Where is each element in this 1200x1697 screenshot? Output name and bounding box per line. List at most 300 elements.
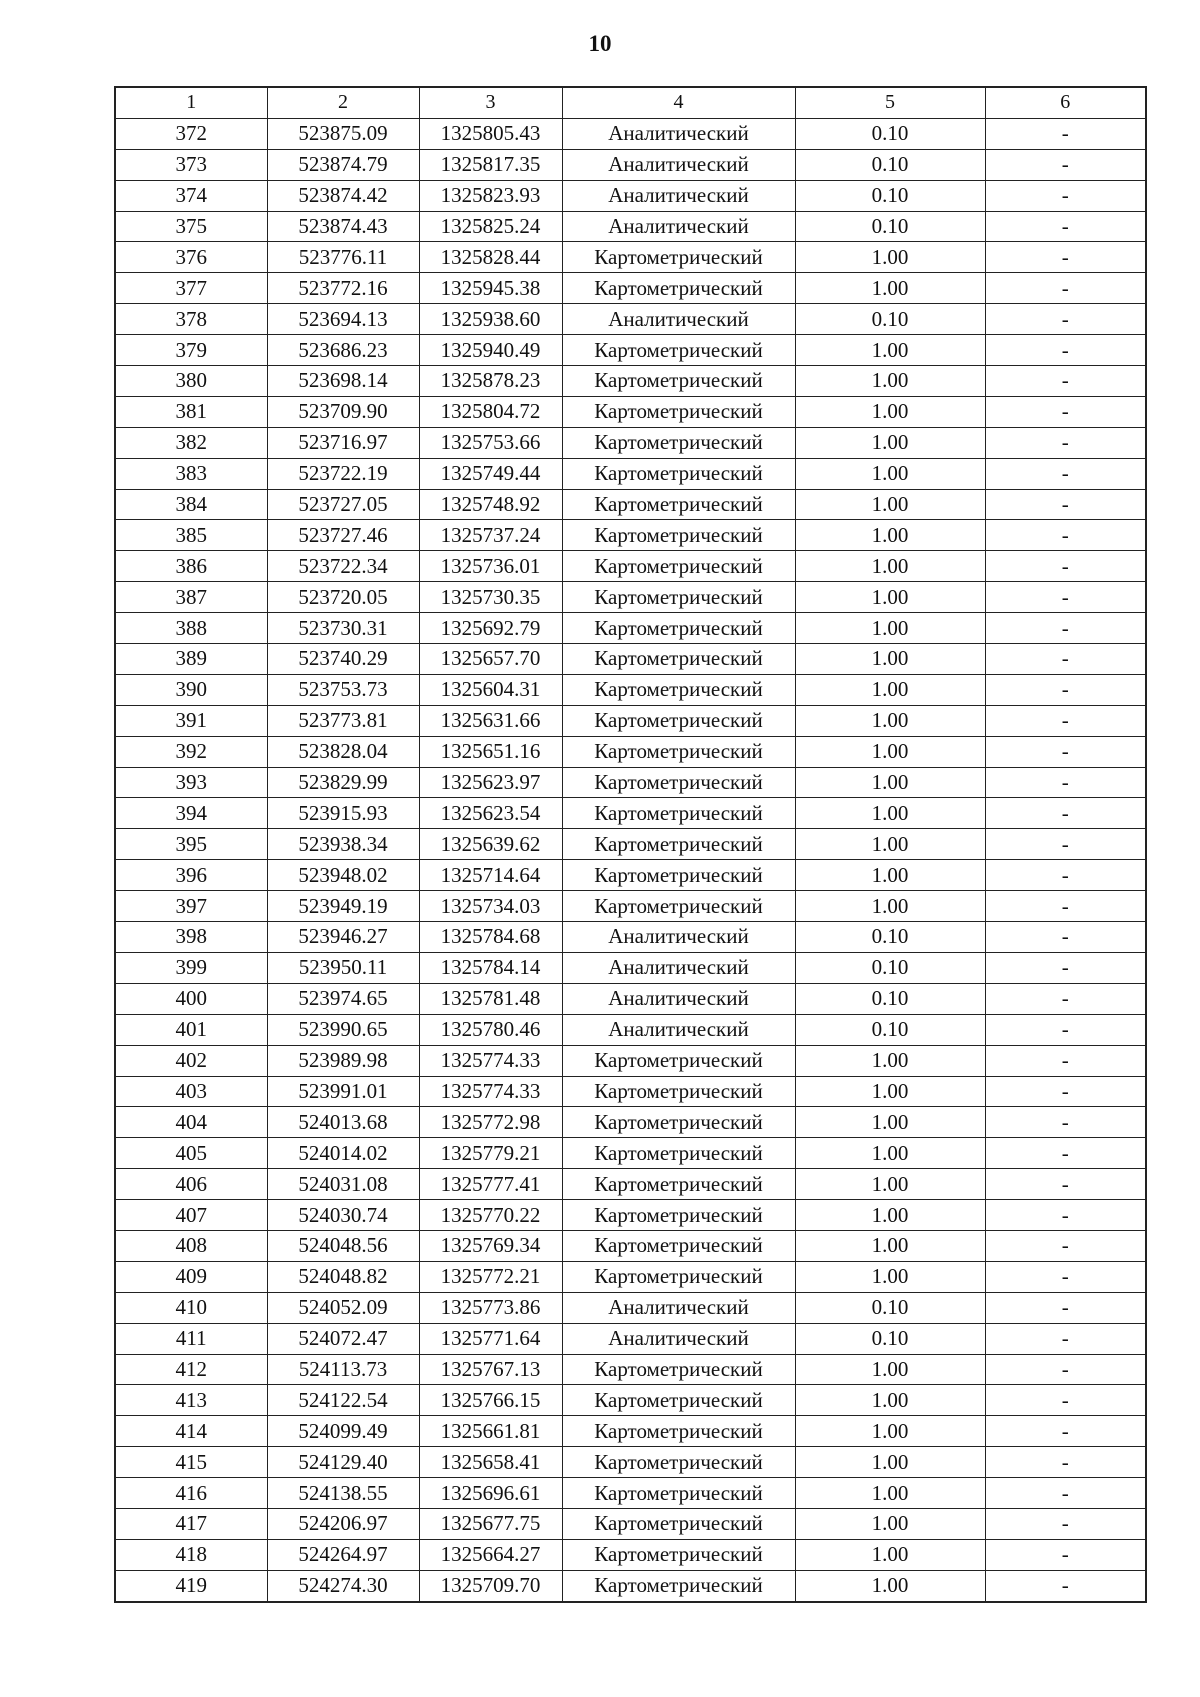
note-cell: -: [985, 427, 1146, 458]
method-cell: Картометрический: [562, 273, 795, 304]
point-number-cell: 415: [115, 1447, 267, 1478]
note-cell: -: [985, 582, 1146, 613]
note-cell: -: [985, 705, 1146, 736]
accuracy-cell: 0.10: [795, 118, 985, 149]
note-cell: -: [985, 952, 1146, 983]
table-body: [115, 118, 1146, 1601]
note-cell: -: [985, 829, 1146, 860]
table-row: [115, 1570, 1146, 1601]
note-cell: -: [985, 1045, 1146, 1076]
y-coordinate-cell: 1325945.38: [419, 273, 562, 304]
y-coordinate-cell: 1325817.35: [419, 149, 562, 180]
table-row: [115, 1045, 1146, 1076]
note-cell: -: [985, 335, 1146, 366]
table-row: [115, 1323, 1146, 1354]
x-coordinate-cell: 524013.68: [267, 1107, 419, 1138]
accuracy-cell: 1.00: [795, 1230, 985, 1261]
point-number-cell: 386: [115, 551, 267, 582]
table-row: [115, 1230, 1146, 1261]
point-number-cell: 393: [115, 767, 267, 798]
accuracy-cell: 0.10: [795, 1014, 985, 1045]
table-row: [115, 1354, 1146, 1385]
point-number-cell: 380: [115, 366, 267, 397]
accuracy-cell: 1.00: [795, 767, 985, 798]
table-row: [115, 1447, 1146, 1478]
point-number-cell: 373: [115, 149, 267, 180]
table-row: [115, 1014, 1146, 1045]
point-number-cell: 381: [115, 396, 267, 427]
point-number-cell: 403: [115, 1076, 267, 1107]
accuracy-cell: 1.00: [795, 860, 985, 891]
column-header: 1: [115, 87, 267, 118]
accuracy-cell: 0.10: [795, 1323, 985, 1354]
method-cell: Картометрический: [562, 1045, 795, 1076]
y-coordinate-cell: 1325770.22: [419, 1200, 562, 1231]
y-coordinate-cell: 1325784.14: [419, 952, 562, 983]
table-row: [115, 736, 1146, 767]
method-cell: Картометрический: [562, 613, 795, 644]
method-cell: Картометрический: [562, 705, 795, 736]
point-number-cell: 374: [115, 180, 267, 211]
y-coordinate-cell: 1325774.33: [419, 1045, 562, 1076]
table-row: [115, 1478, 1146, 1509]
x-coordinate-cell: 523730.31: [267, 613, 419, 644]
y-coordinate-cell: 1325779.21: [419, 1138, 562, 1169]
y-coordinate-cell: 1325709.70: [419, 1570, 562, 1601]
x-coordinate-cell: 523686.23: [267, 335, 419, 366]
method-cell: Картометрический: [562, 335, 795, 366]
note-cell: -: [985, 489, 1146, 520]
x-coordinate-cell: 524030.74: [267, 1200, 419, 1231]
point-number-cell: 392: [115, 736, 267, 767]
accuracy-cell: 1.00: [795, 1508, 985, 1539]
point-number-cell: 387: [115, 582, 267, 613]
table-row: [115, 520, 1146, 551]
method-cell: Аналитический: [562, 149, 795, 180]
x-coordinate-cell: 523874.43: [267, 211, 419, 242]
y-coordinate-cell: 1325828.44: [419, 242, 562, 273]
x-coordinate-cell: 524048.56: [267, 1230, 419, 1261]
x-coordinate-cell: 523874.79: [267, 149, 419, 180]
point-number-cell: 391: [115, 705, 267, 736]
column-header: 4: [562, 87, 795, 118]
note-cell: -: [985, 613, 1146, 644]
x-coordinate-cell: 523740.29: [267, 644, 419, 675]
table-row: [115, 922, 1146, 953]
y-coordinate-cell: 1325940.49: [419, 335, 562, 366]
note-cell: -: [985, 644, 1146, 675]
y-coordinate-cell: 1325736.01: [419, 551, 562, 582]
note-cell: -: [985, 1230, 1146, 1261]
note-cell: -: [985, 1416, 1146, 1447]
table-row: [115, 829, 1146, 860]
accuracy-cell: 1.00: [795, 1138, 985, 1169]
note-cell: -: [985, 1200, 1146, 1231]
note-cell: -: [985, 1107, 1146, 1138]
method-cell: Картометрический: [562, 520, 795, 551]
accuracy-cell: 1.00: [795, 891, 985, 922]
method-cell: Аналитический: [562, 1292, 795, 1323]
note-cell: -: [985, 1323, 1146, 1354]
x-coordinate-cell: 523915.93: [267, 798, 419, 829]
y-coordinate-cell: 1325767.13: [419, 1354, 562, 1385]
point-number-cell: 409: [115, 1261, 267, 1292]
point-number-cell: 388: [115, 613, 267, 644]
y-coordinate-cell: 1325657.70: [419, 644, 562, 675]
accuracy-cell: 1.00: [795, 674, 985, 705]
method-cell: Аналитический: [562, 211, 795, 242]
note-cell: -: [985, 118, 1146, 149]
accuracy-cell: 1.00: [795, 1539, 985, 1570]
note-cell: -: [985, 736, 1146, 767]
accuracy-cell: 1.00: [795, 366, 985, 397]
accuracy-cell: 1.00: [795, 613, 985, 644]
note-cell: -: [985, 1478, 1146, 1509]
accuracy-cell: 1.00: [795, 335, 985, 366]
accuracy-cell: 1.00: [795, 798, 985, 829]
y-coordinate-cell: 1325692.79: [419, 613, 562, 644]
x-coordinate-cell: 523948.02: [267, 860, 419, 891]
x-coordinate-cell: 523949.19: [267, 891, 419, 922]
table-row: [115, 674, 1146, 705]
point-number-cell: 412: [115, 1354, 267, 1385]
note-cell: -: [985, 922, 1146, 953]
y-coordinate-cell: 1325823.93: [419, 180, 562, 211]
point-number-cell: 401: [115, 1014, 267, 1045]
method-cell: Картометрический: [562, 1076, 795, 1107]
method-cell: Картометрический: [562, 829, 795, 860]
accuracy-cell: 1.00: [795, 458, 985, 489]
table-row: [115, 427, 1146, 458]
y-coordinate-cell: 1325749.44: [419, 458, 562, 489]
table-row: [115, 705, 1146, 736]
x-coordinate-cell: 524099.49: [267, 1416, 419, 1447]
method-cell: Картометрический: [562, 242, 795, 273]
y-coordinate-cell: 1325772.21: [419, 1261, 562, 1292]
column-header: 5: [795, 87, 985, 118]
method-cell: Картометрический: [562, 489, 795, 520]
note-cell: -: [985, 304, 1146, 335]
y-coordinate-cell: 1325878.23: [419, 366, 562, 397]
x-coordinate-cell: 523694.13: [267, 304, 419, 335]
table-row: [115, 396, 1146, 427]
accuracy-cell: 0.10: [795, 922, 985, 953]
note-cell: -: [985, 1292, 1146, 1323]
y-coordinate-cell: 1325664.27: [419, 1539, 562, 1570]
y-coordinate-cell: 1325734.03: [419, 891, 562, 922]
y-coordinate-cell: 1325651.16: [419, 736, 562, 767]
accuracy-cell: 1.00: [795, 1478, 985, 1509]
note-cell: -: [985, 1508, 1146, 1539]
note-cell: -: [985, 396, 1146, 427]
y-coordinate-cell: 1325753.66: [419, 427, 562, 458]
note-cell: -: [985, 1138, 1146, 1169]
point-number-cell: 372: [115, 118, 267, 149]
point-number-cell: 404: [115, 1107, 267, 1138]
y-coordinate-cell: 1325773.86: [419, 1292, 562, 1323]
accuracy-cell: 0.10: [795, 180, 985, 211]
accuracy-cell: 0.10: [795, 149, 985, 180]
accuracy-cell: 0.10: [795, 304, 985, 335]
note-cell: -: [985, 983, 1146, 1014]
point-number-cell: 375: [115, 211, 267, 242]
x-coordinate-cell: 523989.98: [267, 1045, 419, 1076]
method-cell: Картометрический: [562, 366, 795, 397]
x-coordinate-cell: 523722.19: [267, 458, 419, 489]
method-cell: Картометрический: [562, 1354, 795, 1385]
point-number-cell: 416: [115, 1478, 267, 1509]
table-row: [115, 1169, 1146, 1200]
y-coordinate-cell: 1325771.64: [419, 1323, 562, 1354]
method-cell: Картометрический: [562, 891, 795, 922]
accuracy-cell: 0.10: [795, 211, 985, 242]
method-cell: Аналитический: [562, 118, 795, 149]
y-coordinate-cell: 1325805.43: [419, 118, 562, 149]
table-row: [115, 489, 1146, 520]
point-number-cell: 405: [115, 1138, 267, 1169]
table-header: [115, 87, 1146, 118]
method-cell: Картометрический: [562, 798, 795, 829]
note-cell: -: [985, 551, 1146, 582]
note-cell: -: [985, 242, 1146, 273]
method-cell: Картометрический: [562, 1261, 795, 1292]
method-cell: Аналитический: [562, 1014, 795, 1045]
accuracy-cell: 1.00: [795, 1385, 985, 1416]
note-cell: -: [985, 1014, 1146, 1045]
table-row: [115, 335, 1146, 366]
accuracy-cell: 1.00: [795, 1169, 985, 1200]
accuracy-cell: 1.00: [795, 705, 985, 736]
column-header: 6: [985, 87, 1146, 118]
accuracy-cell: 0.10: [795, 952, 985, 983]
y-coordinate-cell: 1325769.34: [419, 1230, 562, 1261]
accuracy-cell: 1.00: [795, 1045, 985, 1076]
y-coordinate-cell: 1325825.24: [419, 211, 562, 242]
y-coordinate-cell: 1325623.97: [419, 767, 562, 798]
note-cell: -: [985, 1539, 1146, 1570]
point-number-cell: 419: [115, 1570, 267, 1601]
note-cell: -: [985, 767, 1146, 798]
method-cell: Картометрический: [562, 1478, 795, 1509]
point-number-cell: 385: [115, 520, 267, 551]
x-coordinate-cell: 524031.08: [267, 1169, 419, 1200]
method-cell: Картометрический: [562, 396, 795, 427]
point-number-cell: 376: [115, 242, 267, 273]
accuracy-cell: 1.00: [795, 1570, 985, 1601]
x-coordinate-cell: 523950.11: [267, 952, 419, 983]
note-cell: -: [985, 520, 1146, 551]
method-cell: Картометрический: [562, 1107, 795, 1138]
table-row: [115, 1076, 1146, 1107]
accuracy-cell: 1.00: [795, 582, 985, 613]
table-row: [115, 304, 1146, 335]
method-cell: Картометрический: [562, 767, 795, 798]
accuracy-cell: 1.00: [795, 273, 985, 304]
y-coordinate-cell: 1325696.61: [419, 1478, 562, 1509]
y-coordinate-cell: 1325780.46: [419, 1014, 562, 1045]
table-row: [115, 458, 1146, 489]
note-cell: -: [985, 1447, 1146, 1478]
note-cell: -: [985, 1169, 1146, 1200]
point-number-cell: 397: [115, 891, 267, 922]
header-row: [115, 87, 1146, 118]
y-coordinate-cell: 1325677.75: [419, 1508, 562, 1539]
note-cell: -: [985, 1385, 1146, 1416]
method-cell: Картометрический: [562, 582, 795, 613]
method-cell: Аналитический: [562, 952, 795, 983]
y-coordinate-cell: 1325714.64: [419, 860, 562, 891]
x-coordinate-cell: 524129.40: [267, 1447, 419, 1478]
method-cell: Картометрический: [562, 644, 795, 675]
y-coordinate-cell: 1325748.92: [419, 489, 562, 520]
page-number: 10: [588, 31, 612, 56]
accuracy-cell: 1.00: [795, 427, 985, 458]
x-coordinate-cell: 524048.82: [267, 1261, 419, 1292]
table-row: [115, 242, 1146, 273]
x-coordinate-cell: 523938.34: [267, 829, 419, 860]
table-row: [115, 551, 1146, 582]
point-number-cell: 399: [115, 952, 267, 983]
x-coordinate-cell: 523974.65: [267, 983, 419, 1014]
x-coordinate-cell: 523727.46: [267, 520, 419, 551]
accuracy-cell: 1.00: [795, 551, 985, 582]
y-coordinate-cell: 1325631.66: [419, 705, 562, 736]
x-coordinate-cell: 523829.99: [267, 767, 419, 798]
point-number-cell: 417: [115, 1508, 267, 1539]
note-cell: -: [985, 674, 1146, 705]
table-row: [115, 1416, 1146, 1447]
note-cell: -: [985, 149, 1146, 180]
method-cell: Картометрический: [562, 860, 795, 891]
table-row: [115, 860, 1146, 891]
method-cell: Картометрический: [562, 1169, 795, 1200]
table-row: [115, 1508, 1146, 1539]
table-row: [115, 952, 1146, 983]
method-cell: Картометрический: [562, 551, 795, 582]
accuracy-cell: 1.00: [795, 1416, 985, 1447]
x-coordinate-cell: 524113.73: [267, 1354, 419, 1385]
note-cell: -: [985, 458, 1146, 489]
x-coordinate-cell: 523991.01: [267, 1076, 419, 1107]
coordinates-table: [114, 86, 1147, 1603]
point-number-cell: 382: [115, 427, 267, 458]
point-number-cell: 378: [115, 304, 267, 335]
table-row: [115, 891, 1146, 922]
point-number-cell: 411: [115, 1323, 267, 1354]
note-cell: -: [985, 1076, 1146, 1107]
method-cell: Картометрический: [562, 427, 795, 458]
note-cell: -: [985, 860, 1146, 891]
y-coordinate-cell: 1325623.54: [419, 798, 562, 829]
y-coordinate-cell: 1325784.68: [419, 922, 562, 953]
x-coordinate-cell: 523946.27: [267, 922, 419, 953]
point-number-cell: 394: [115, 798, 267, 829]
y-coordinate-cell: 1325781.48: [419, 983, 562, 1014]
y-coordinate-cell: 1325777.41: [419, 1169, 562, 1200]
x-coordinate-cell: 524122.54: [267, 1385, 419, 1416]
method-cell: Картометрический: [562, 736, 795, 767]
point-number-cell: 400: [115, 983, 267, 1014]
table-row: [115, 211, 1146, 242]
table-row: [115, 1539, 1146, 1570]
x-coordinate-cell: 523828.04: [267, 736, 419, 767]
point-number-cell: 408: [115, 1230, 267, 1261]
method-cell: Картометрический: [562, 1138, 795, 1169]
method-cell: Картометрический: [562, 674, 795, 705]
point-number-cell: 407: [115, 1200, 267, 1231]
accuracy-cell: 0.10: [795, 1292, 985, 1323]
x-coordinate-cell: 523716.97: [267, 427, 419, 458]
point-number-cell: 396: [115, 860, 267, 891]
x-coordinate-cell: 523875.09: [267, 118, 419, 149]
accuracy-cell: 1.00: [795, 1447, 985, 1478]
y-coordinate-cell: 1325766.15: [419, 1385, 562, 1416]
accuracy-cell: 1.00: [795, 1200, 985, 1231]
point-number-cell: 413: [115, 1385, 267, 1416]
y-coordinate-cell: 1325774.33: [419, 1076, 562, 1107]
y-coordinate-cell: 1325737.24: [419, 520, 562, 551]
table-row: [115, 644, 1146, 675]
point-number-cell: 383: [115, 458, 267, 489]
column-header: 2: [267, 87, 419, 118]
table-row: [115, 1385, 1146, 1416]
table-row: [115, 983, 1146, 1014]
note-cell: -: [985, 1261, 1146, 1292]
x-coordinate-cell: 524052.09: [267, 1292, 419, 1323]
table-row: [115, 1107, 1146, 1138]
method-cell: Картометрический: [562, 1570, 795, 1601]
point-number-cell: 414: [115, 1416, 267, 1447]
note-cell: -: [985, 1570, 1146, 1601]
x-coordinate-cell: 524264.97: [267, 1539, 419, 1570]
column-header: 3: [419, 87, 562, 118]
method-cell: Картометрический: [562, 1200, 795, 1231]
x-coordinate-cell: 524014.02: [267, 1138, 419, 1169]
point-number-cell: 377: [115, 273, 267, 304]
note-cell: -: [985, 891, 1146, 922]
x-coordinate-cell: 524138.55: [267, 1478, 419, 1509]
method-cell: Картометрический: [562, 1416, 795, 1447]
accuracy-cell: 1.00: [795, 1076, 985, 1107]
y-coordinate-cell: 1325804.72: [419, 396, 562, 427]
x-coordinate-cell: 523727.05: [267, 489, 419, 520]
y-coordinate-cell: 1325730.35: [419, 582, 562, 613]
method-cell: Аналитический: [562, 922, 795, 953]
x-coordinate-cell: 523874.42: [267, 180, 419, 211]
point-number-cell: 379: [115, 335, 267, 366]
method-cell: Аналитический: [562, 304, 795, 335]
point-number-cell: 402: [115, 1045, 267, 1076]
accuracy-cell: 1.00: [795, 489, 985, 520]
y-coordinate-cell: 1325661.81: [419, 1416, 562, 1447]
table-row: [115, 767, 1146, 798]
method-cell: Аналитический: [562, 180, 795, 211]
accuracy-cell: 1.00: [795, 1261, 985, 1292]
point-number-cell: 406: [115, 1169, 267, 1200]
method-cell: Картометрический: [562, 1385, 795, 1416]
accuracy-cell: 0.10: [795, 983, 985, 1014]
table-row: [115, 1261, 1146, 1292]
note-cell: -: [985, 211, 1146, 242]
x-coordinate-cell: 523776.11: [267, 242, 419, 273]
point-number-cell: 390: [115, 674, 267, 705]
method-cell: Картометрический: [562, 458, 795, 489]
x-coordinate-cell: 524206.97: [267, 1508, 419, 1539]
accuracy-cell: 1.00: [795, 736, 985, 767]
x-coordinate-cell: 524274.30: [267, 1570, 419, 1601]
table-row: [115, 613, 1146, 644]
accuracy-cell: 1.00: [795, 396, 985, 427]
